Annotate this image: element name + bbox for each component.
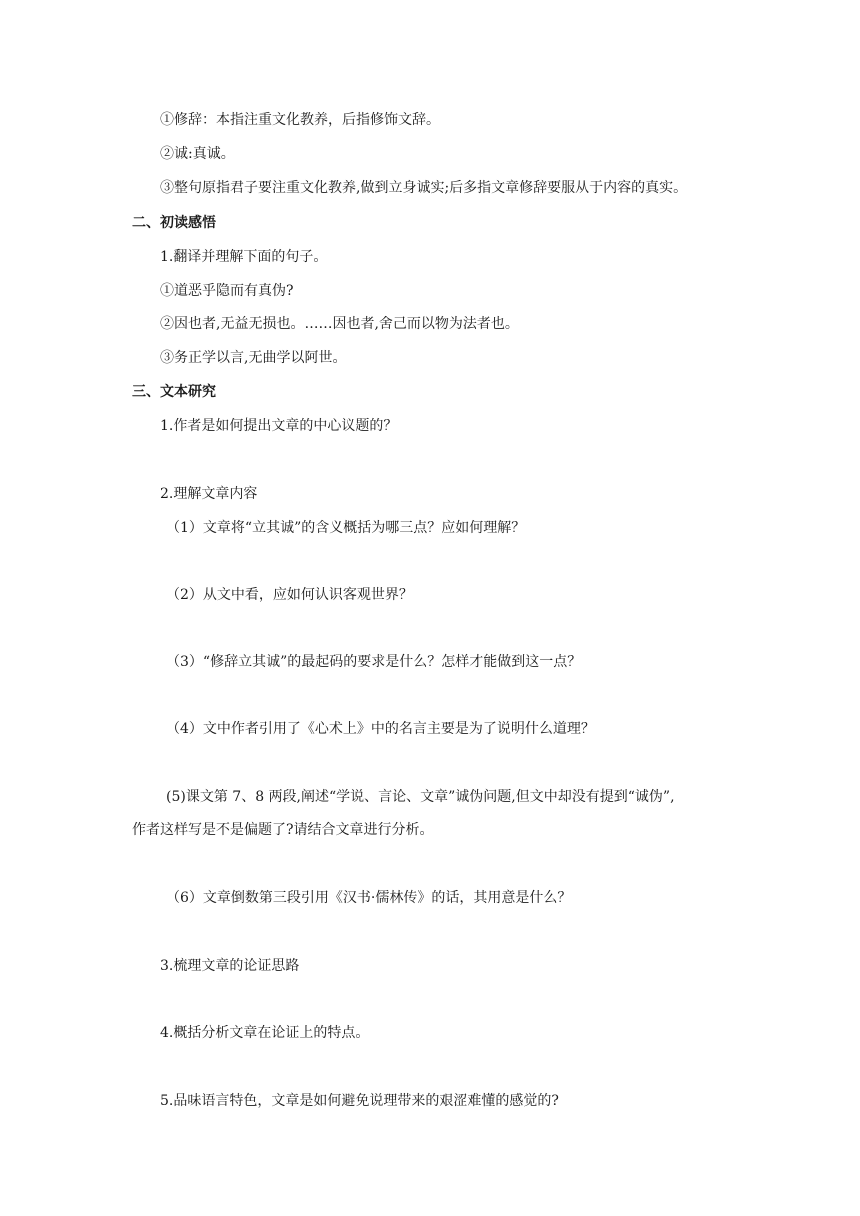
sentence-item-2: ②因也者,无益无损也。……因也者,舍己而以物为法者也。 [160,316,519,332]
question-understand-content: 2.理解文章内容 [160,486,258,502]
sub-question-4: （4）文中作者引用了《心术上》中的名言主要是为了说明什么道理？ [166,721,595,737]
note-sincerity: ②诚:真诚。 [160,146,235,162]
note-rhetoric: ①修辞：本指注重文化教养，后指修饰文辞。 [160,112,440,128]
sub-question-3: （3）“修辞立其诚”的最起码的要求是什么？怎样才能做到这一点？ [166,654,582,670]
sub-question-6: （6）文章倒数第三段引用《汉书·儒林传》的话，其用意是什么？ [166,890,572,906]
sub-question-1: （1）文章将“立其诚”的含义概括为哪三点？应如何理解？ [166,520,526,536]
sentence-item-3: ③务正学以言,无曲学以阿世。 [160,350,347,366]
question-argument-structure: 3.梳理文章的论证思路 [160,958,300,974]
sentence-item-1: ①道恶乎隐而有真伪? [160,283,294,299]
section-heading-initial-reading: 二、初读感悟 [132,215,216,231]
sub-question-5-line1: (5)课文第 7、8 两段,阐述“学说、言论、文章”诚伪问题,但文中却没有提到“诚伪”, [166,789,675,805]
note-sentence-meaning: ③整句原指君子要注重文化教养,做到立身诚实;后多指文章修辞要服从于内容的真实。 [160,180,688,196]
question-argument-features: 4.概括分析文章在论证上的特点。 [160,1025,370,1041]
question-central-topic: 1.作者是如何提出文章的中心议题的？ [160,418,398,434]
sub-question-5-line2: 作者这样写是不是偏题了?请结合文章进行分析。 [132,822,434,838]
sub-question-2: （2）从文中看，应如何认识客观世界？ [166,587,413,603]
question-translate: 1.翻译并理解下面的句子。 [160,249,328,265]
question-language-style: 5.品味语言特色，文章是如何避免说理带来的艰涩难懂的感觉的? [160,1093,559,1109]
section-heading-text-study: 三、文本研究 [132,384,216,400]
